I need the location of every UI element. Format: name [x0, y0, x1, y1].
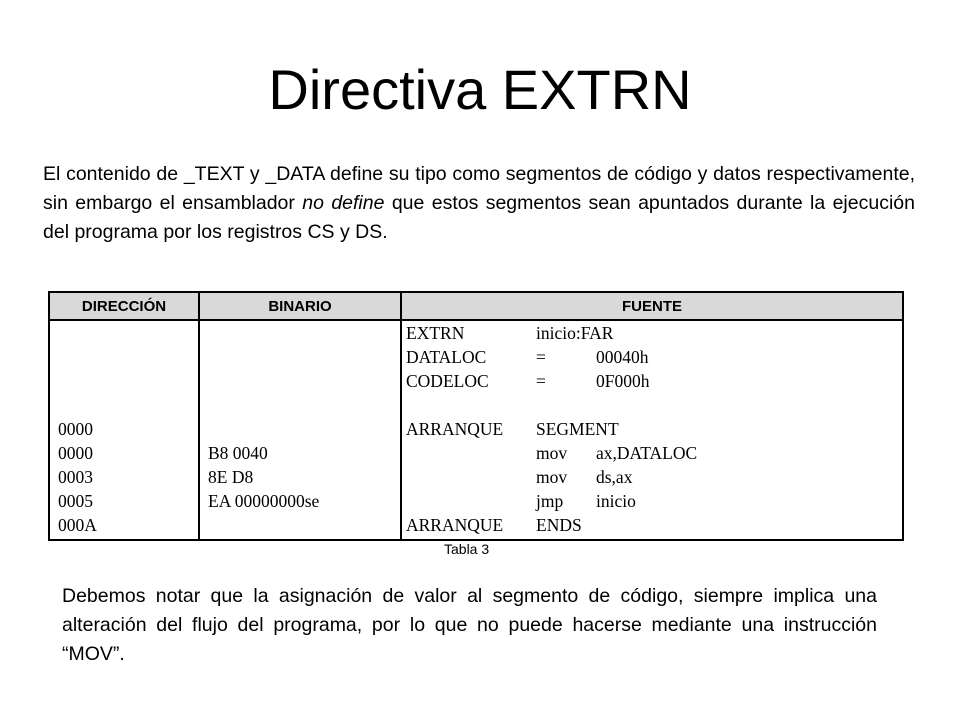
binary-value: 8E D8 [208, 467, 254, 487]
note-paragraph: Debemos notar que la asignación de valor al segmento de código, siempre implica una alteración del flujo del programa, por lo que no puede hacerse mediante una instrucción “MOV”. [62, 585, 877, 665]
source-token: ENDS [536, 515, 582, 535]
source-token: ARRANQUE [406, 515, 504, 535]
source-token: SEGMENT [536, 419, 619, 439]
address-value: 0003 [58, 467, 93, 487]
header-binario: BINARIO [199, 292, 401, 320]
intro-emphasis: no define [302, 192, 385, 214]
source-token: DATALOC [406, 347, 487, 367]
header-fuente: FUENTE [401, 292, 903, 320]
assembly-listing-table [48, 291, 904, 541]
source-token: EXTRN [406, 323, 465, 343]
table-caption: Tabla 3 [444, 541, 490, 557]
header-direccion: DIRECCIÓN [49, 292, 199, 320]
address-cell [49, 320, 199, 540]
source-token: ds,ax [596, 467, 633, 487]
binary-list [208, 417, 319, 537]
source-token: inicio [596, 491, 636, 511]
source-token: = [536, 371, 546, 391]
intro-text-start: El contenido de _TEXT y _DATA define su tipo como segmentos de código y datos respectivamente, sin embargo el ensamblador [43, 163, 915, 214]
intro-text-end: que estos segmentos sean apuntados durante la ejecución del programa por los registros CS y DS. [43, 192, 915, 243]
binary-value: EA 00000000se [208, 491, 320, 511]
address-value: 0000 [58, 419, 93, 439]
slide-title: Directiva EXTRN [268, 58, 692, 121]
source-token: 00040h [596, 347, 649, 367]
binary-value: B8 0040 [208, 443, 268, 463]
source-token: 0F000h [596, 371, 650, 391]
source-token: CODELOC [406, 371, 489, 391]
table-body-row [49, 320, 903, 540]
source-token: ARRANQUE [406, 419, 504, 439]
binary-value [208, 513, 319, 537]
source-cell [401, 320, 903, 540]
address-value: 0000 [58, 443, 93, 463]
source-token: mov [536, 443, 568, 463]
source-token: ax,DATALOC [596, 443, 698, 463]
address-value: 0005 [58, 491, 93, 511]
source-token: = [536, 347, 546, 367]
address-value: 000A [58, 515, 97, 535]
intro-paragraph [43, 160, 915, 247]
source-token: inicio:FAR [536, 323, 614, 343]
table-header-row [49, 292, 903, 320]
binary-cell [199, 320, 401, 540]
binary-value [208, 417, 319, 441]
address-list [58, 417, 97, 537]
source-token: mov [536, 467, 568, 487]
source-token: jmp [536, 491, 564, 511]
